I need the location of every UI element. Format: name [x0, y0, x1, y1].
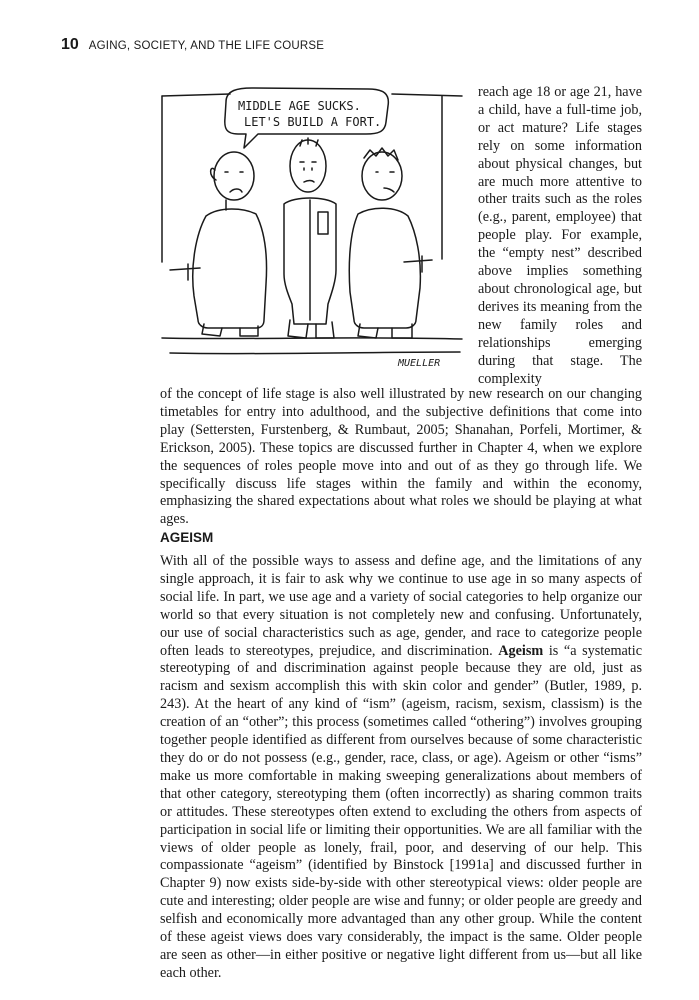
middle-man-head	[290, 140, 326, 192]
page-number: 10	[61, 36, 79, 53]
speech-line-1: MIDDLE AGE SUCKS.	[238, 99, 361, 113]
paragraph-2-block	[160, 553, 642, 983]
paragraph-1: of the concept of life stage is also well illustrated by new research on our changing timetables for entry into adulthood, and the subjective definitions that come into play (Settersten, Furstenberg, & Rumbaut, 2005; Shanahan, Porfeli, Mortimer, & Erickson, 2005). These topics are discussed further in Chapter 4, when we explore the sequences of roles people move into and out of as they go through life. We specifically discuss life stages within the family and within the economy, emphasizing the shared expectations about what roles we should be playing at what ages.	[160, 386, 642, 528]
running-head-title: AGING, SOCIETY, AND THE LIFE COURSE	[88, 40, 325, 52]
cartoonist-signature: MUELLER	[398, 358, 441, 369]
wrap-paragraph: reach age 18 or age 21, have a child, have a full-time job, or act mature? Life stages rely on some information about physical changes, but are much more attentive to other traits such as the roles (e.g., parent, employee) that people play. For example, the “empty nest” described above implies something about chronological age, but derives its meaning from the new family roles and relationships emerging during that stage. The complexity	[478, 84, 642, 387]
left-man-head	[214, 152, 254, 200]
paragraph-1-block	[160, 386, 642, 529]
cartoon-illustration	[160, 84, 465, 384]
key-term-ageism: Ageism	[498, 642, 544, 659]
paragraph-2-intro: With all of the possible ways to assess and define age, and the limitations of any single approach, it is fair to ask why we continue to use age in so many aspects of social life. In part, we use age and a variety of social categories to help organize our world so that every situation is not completely new and confusing. Unfortunately, our use of social characteristics such as age, gender, and race to categorize people often leads to stereotypes, prejudice, and discrimination.	[160, 553, 642, 659]
right-man-body	[349, 208, 420, 328]
running-head	[61, 36, 324, 56]
left-man-body	[193, 209, 267, 328]
floor-line	[162, 338, 462, 339]
wall-line-left	[162, 94, 230, 96]
right-man-head	[362, 152, 402, 200]
section-heading: AGEISM	[160, 530, 214, 545]
speech-line-2: LET'S BUILD A FORT.	[244, 115, 382, 129]
paragraph-2-rest: is “a systematic stereotyping of and discrimination against people because they are old, just as racism and sexism accomplish this with skin color and gender” (Butler, 1989, p. 243). At the heart of any kind of “ism” (ageism, racism, sexism, classism) is the creation of an “other”; this process (sometimes called “othering”) involves grouping together people identified as different from ourselves because of some characteristic they do or do not possess (e.g., gender, race, class, or age). Ageism or other “isms” make us more comfortable in making sweeping generalizations about members of that other category, stereotyping them (often incorrectly) as sharing common traits or attitudes. These stereotypes often extend to excluding the others from aspects of participation in social life or limiting their opportunities. We are all familiar with the views of older people as lonely, frail, poor, and deserving of our help. This compassionate “ageism” (identified by Binstock [1991a] and discussed further in Chapter 9) now exists side-by-side with other stereotypical views: older people are cute and interesting; older people are wise and funny; or older people are greedy and selfish and economically more advantaged than any other group. While the content of these ageist views does vary considerably, the impact is the same. Older people are seen as other—in either positive or negative light different from us—but all like each other.	[160, 642, 642, 981]
paragraph-2	[160, 553, 642, 983]
wall-line-right	[392, 94, 462, 96]
wrap-column-text	[478, 84, 642, 388]
